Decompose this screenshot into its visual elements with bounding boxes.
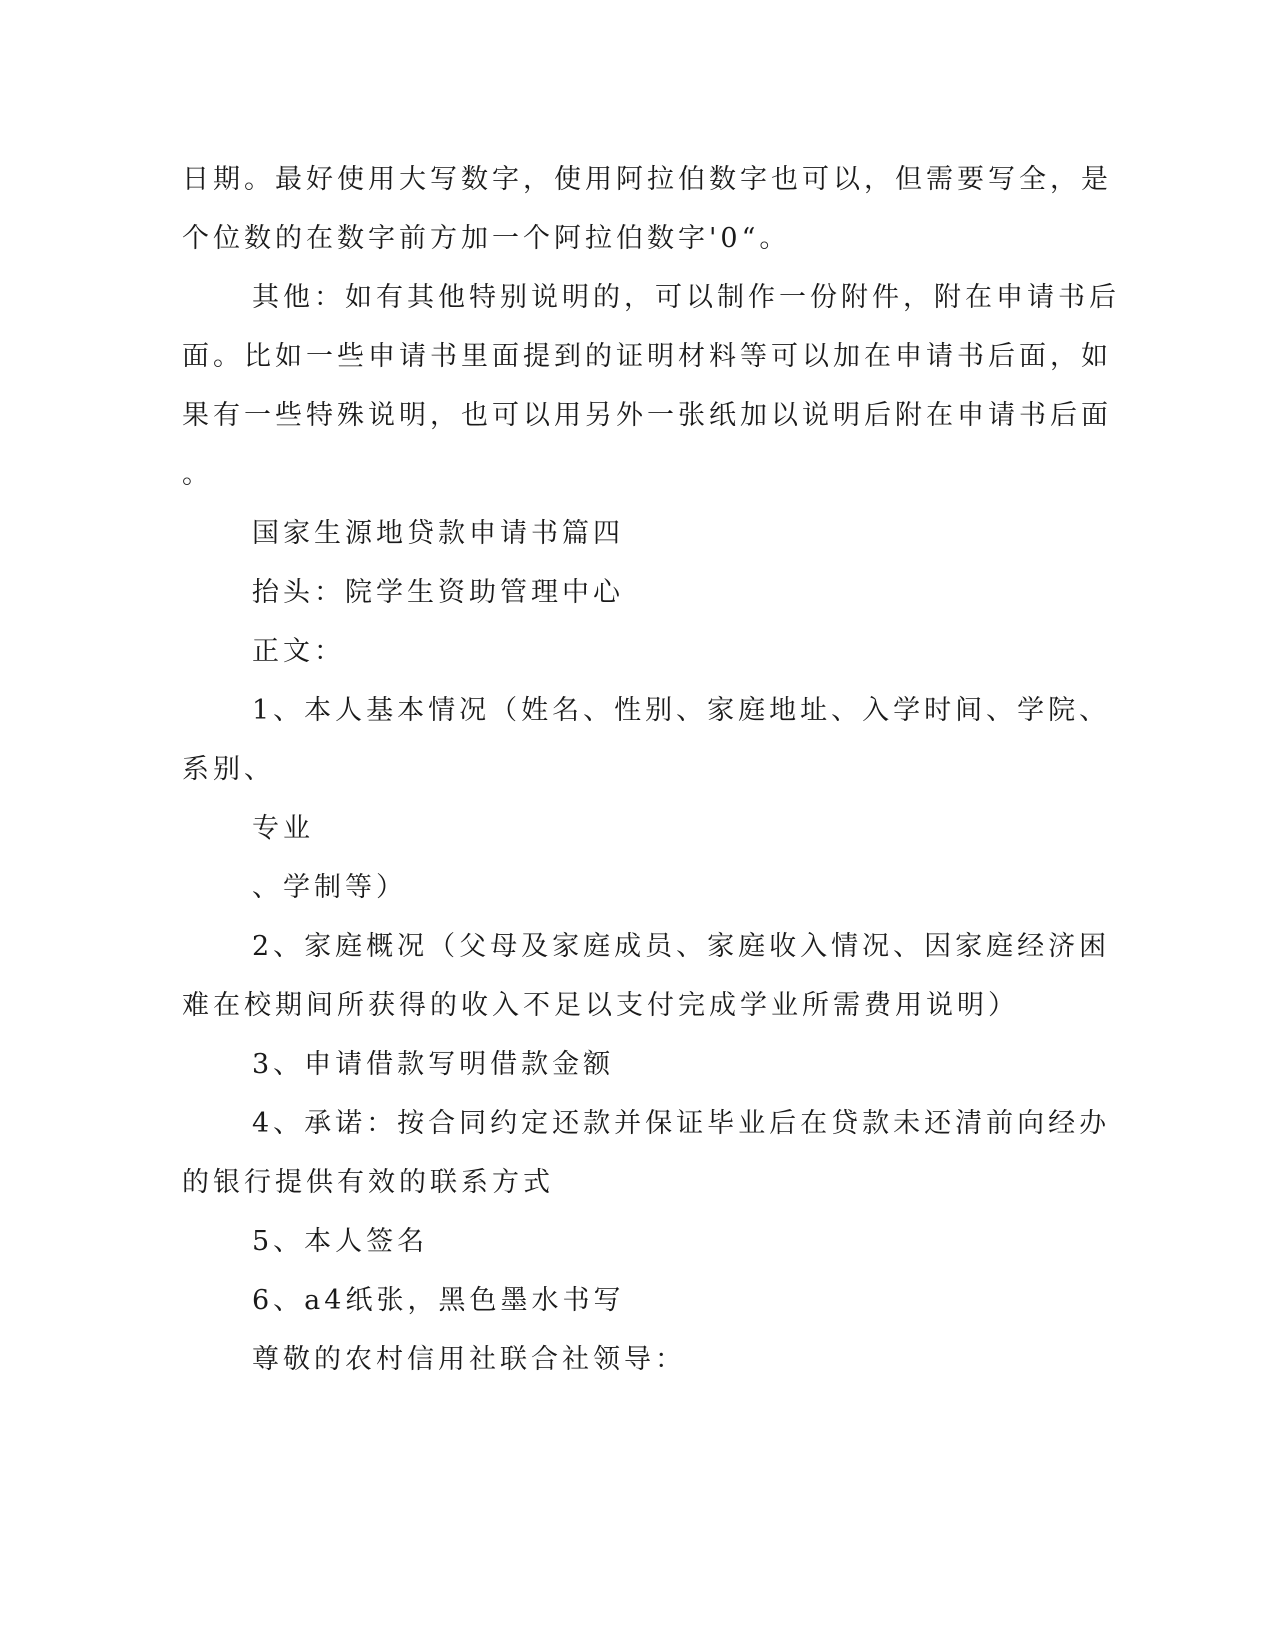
list-item: 2、家庭概况（父母及家庭成员、家庭收入情况、因家庭经济困 — [252, 931, 1111, 962]
list-item: 5、本人签名 — [252, 1226, 429, 1257]
list-item: 6、a4纸张，黑色墨水书写 — [252, 1285, 625, 1316]
salutation-line: 尊敬的农村信用社联合社领导： — [252, 1344, 686, 1375]
text-line: 。 — [182, 459, 213, 490]
text-line: 、学制等） — [252, 872, 407, 903]
text-line: 日期。最好使用大写数字，使用阿拉伯数字也可以，但需要写全，是 — [182, 164, 1112, 195]
list-item: 3、申请借款写明借款金额 — [252, 1049, 615, 1080]
text-line: 正文： — [252, 636, 345, 667]
text-line: 面。比如一些申请书里面提到的证明材料等可以加在申请书后面，如 — [182, 341, 1112, 372]
text-line: 难在校期间所获得的收入不足以支付完成学业所需费用说明） — [182, 990, 1019, 1021]
text-line: 的银行提供有效的联系方式 — [182, 1167, 554, 1198]
text-line: 系别、 — [182, 754, 275, 785]
text-line: 果有一些特殊说明，也可以用另外一张纸加以说明后附在申请书后面 — [182, 400, 1112, 431]
text-line: 抬头：院学生资助管理中心 — [252, 577, 624, 608]
paragraph-start-line: 其他：如有其他特别说明的，可以制作一份附件，附在申请书后 — [252, 282, 1120, 313]
section-heading: 国家生源地贷款申请书篇四 — [252, 518, 624, 549]
list-item: 4、承诺：按合同约定还款并保证毕业后在贷款未还清前向经办 — [252, 1108, 1111, 1139]
list-item: 1、本人基本情况（姓名、性别、家庭地址、入学时间、学院、 — [252, 695, 1111, 726]
text-line: 个位数的在数字前方加一个阿拉伯数字'0“。 — [182, 223, 791, 254]
text-line: 专业 — [252, 813, 314, 844]
